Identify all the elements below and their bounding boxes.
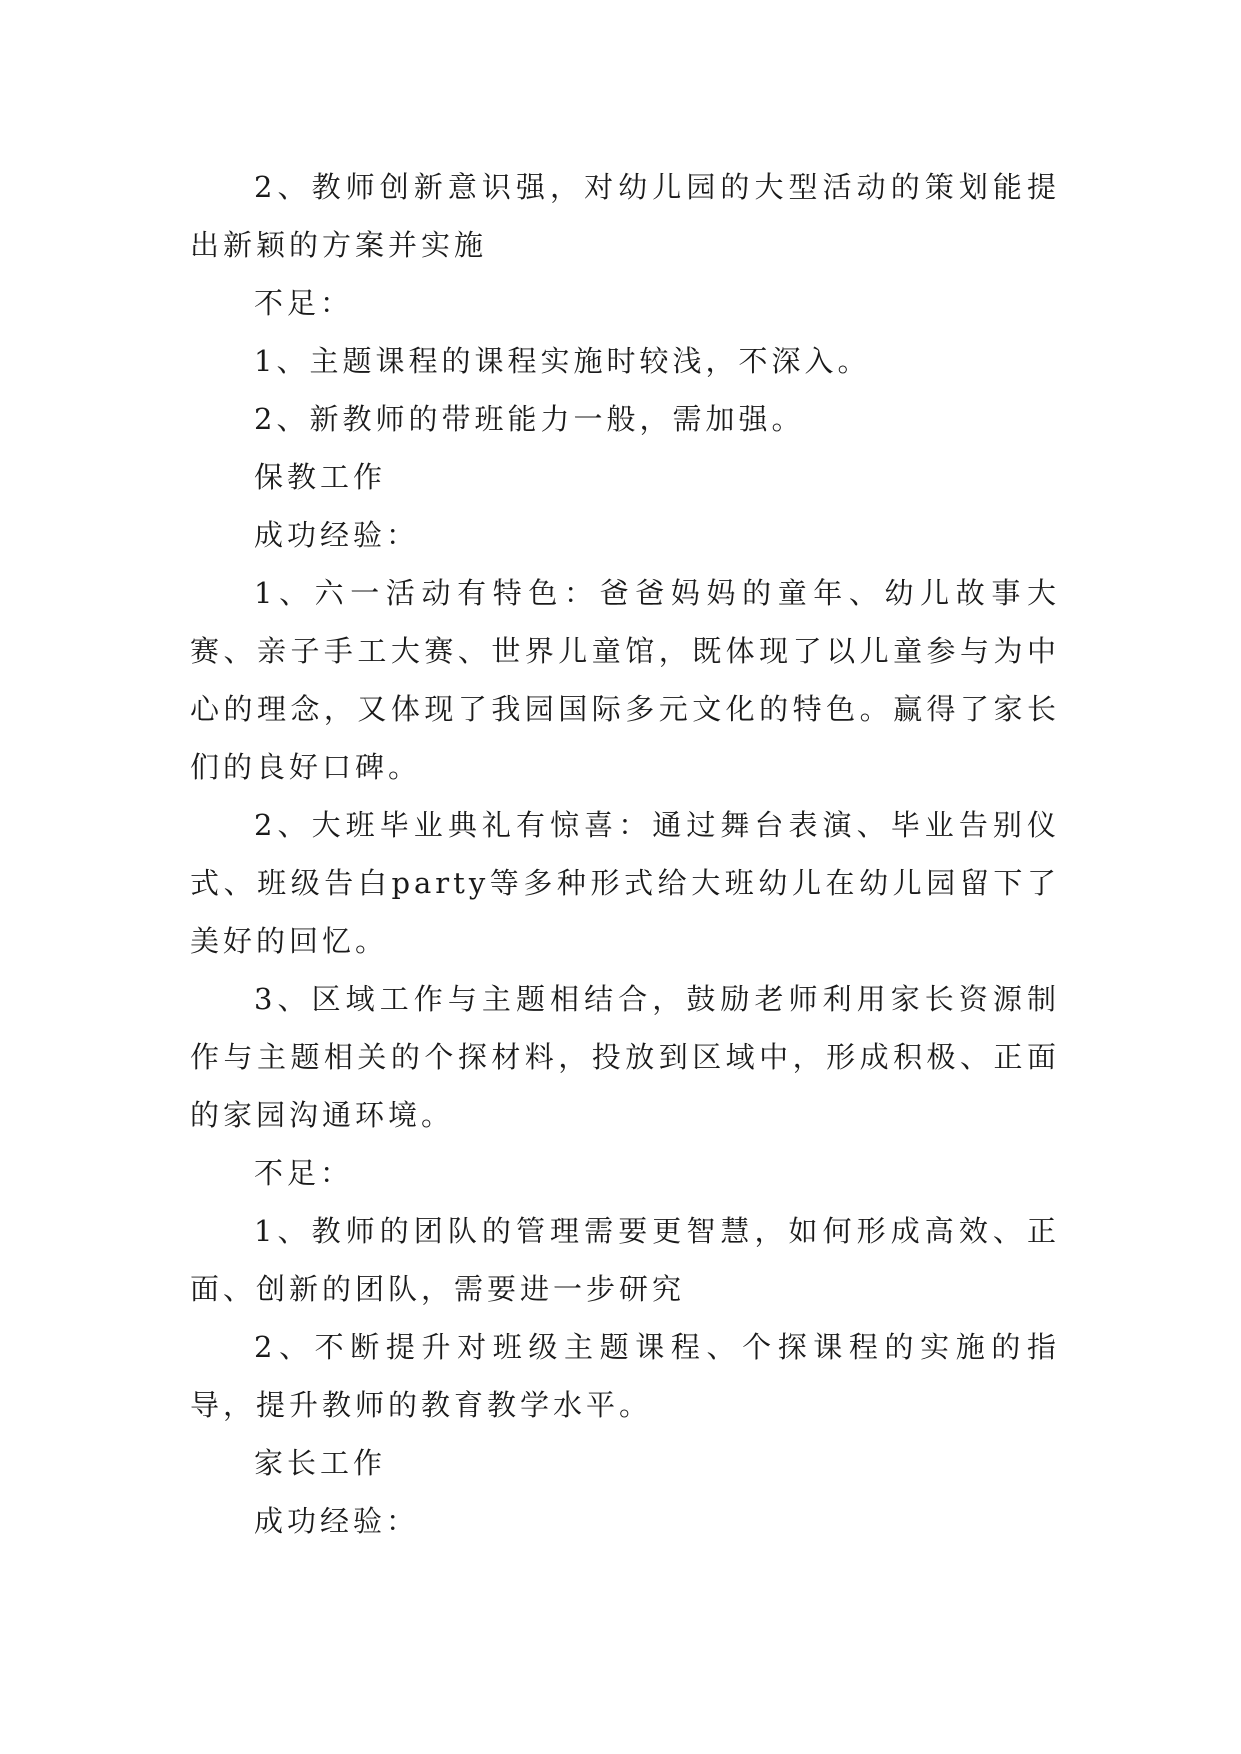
- document-body: [190, 158, 1060, 1550]
- paragraph-shortcoming-2: 2、新教师的带班能力一般，需加强。: [254, 402, 805, 436]
- paragraph-shortcomings-heading: 不足：: [254, 286, 354, 320]
- section-heading-care-education: 保教工作: [254, 460, 387, 494]
- section-heading-parent-work: 家长工作: [254, 1446, 387, 1480]
- paragraph-shortcomings-heading-2: 不足：: [254, 1156, 354, 1190]
- paragraph-innovation: 2、教师创新意识强，对幼儿园的大型活动的策划能提出新颖的方案并实施: [190, 170, 1060, 262]
- paragraph-shortcoming-team: 1、教师的团队的管理需要更智慧，如何形成高效、正面、创新的团队，需要进一步研究: [190, 1214, 1060, 1306]
- paragraph-shortcoming-guidance: 2、不断提升对班级主题课程、个探课程的实施的指导，提升教师的教育教学水平。: [190, 1330, 1060, 1422]
- paragraph-success-2: 2、大班毕业典礼有惊喜：通过舞台表演、毕业告别仪式、班级告白party等多种形式给大班幼儿在幼儿园留下了美好的回忆。: [190, 808, 1060, 958]
- paragraph-success-1: 1、六一活动有特色：爸爸妈妈的童年、幼儿故事大赛、亲子手工大赛、世界儿童馆，既体现了以儿童参与为中心的理念，又体现了我园国际多元文化的特色。赢得了家长们的良好口碑。: [190, 576, 1060, 784]
- paragraph-shortcoming-1: 1、主题课程的课程实施时较浅，不深入。: [254, 344, 871, 378]
- paragraph-success-3: 3、区域工作与主题相结合，鼓励老师利用家长资源制作与主题相关的个探材料，投放到区域中，形成积极、正面的家园沟通环境。: [190, 982, 1060, 1132]
- paragraph-success-heading-2: 成功经验：: [254, 1504, 420, 1538]
- paragraph-success-heading: 成功经验：: [254, 518, 420, 552]
